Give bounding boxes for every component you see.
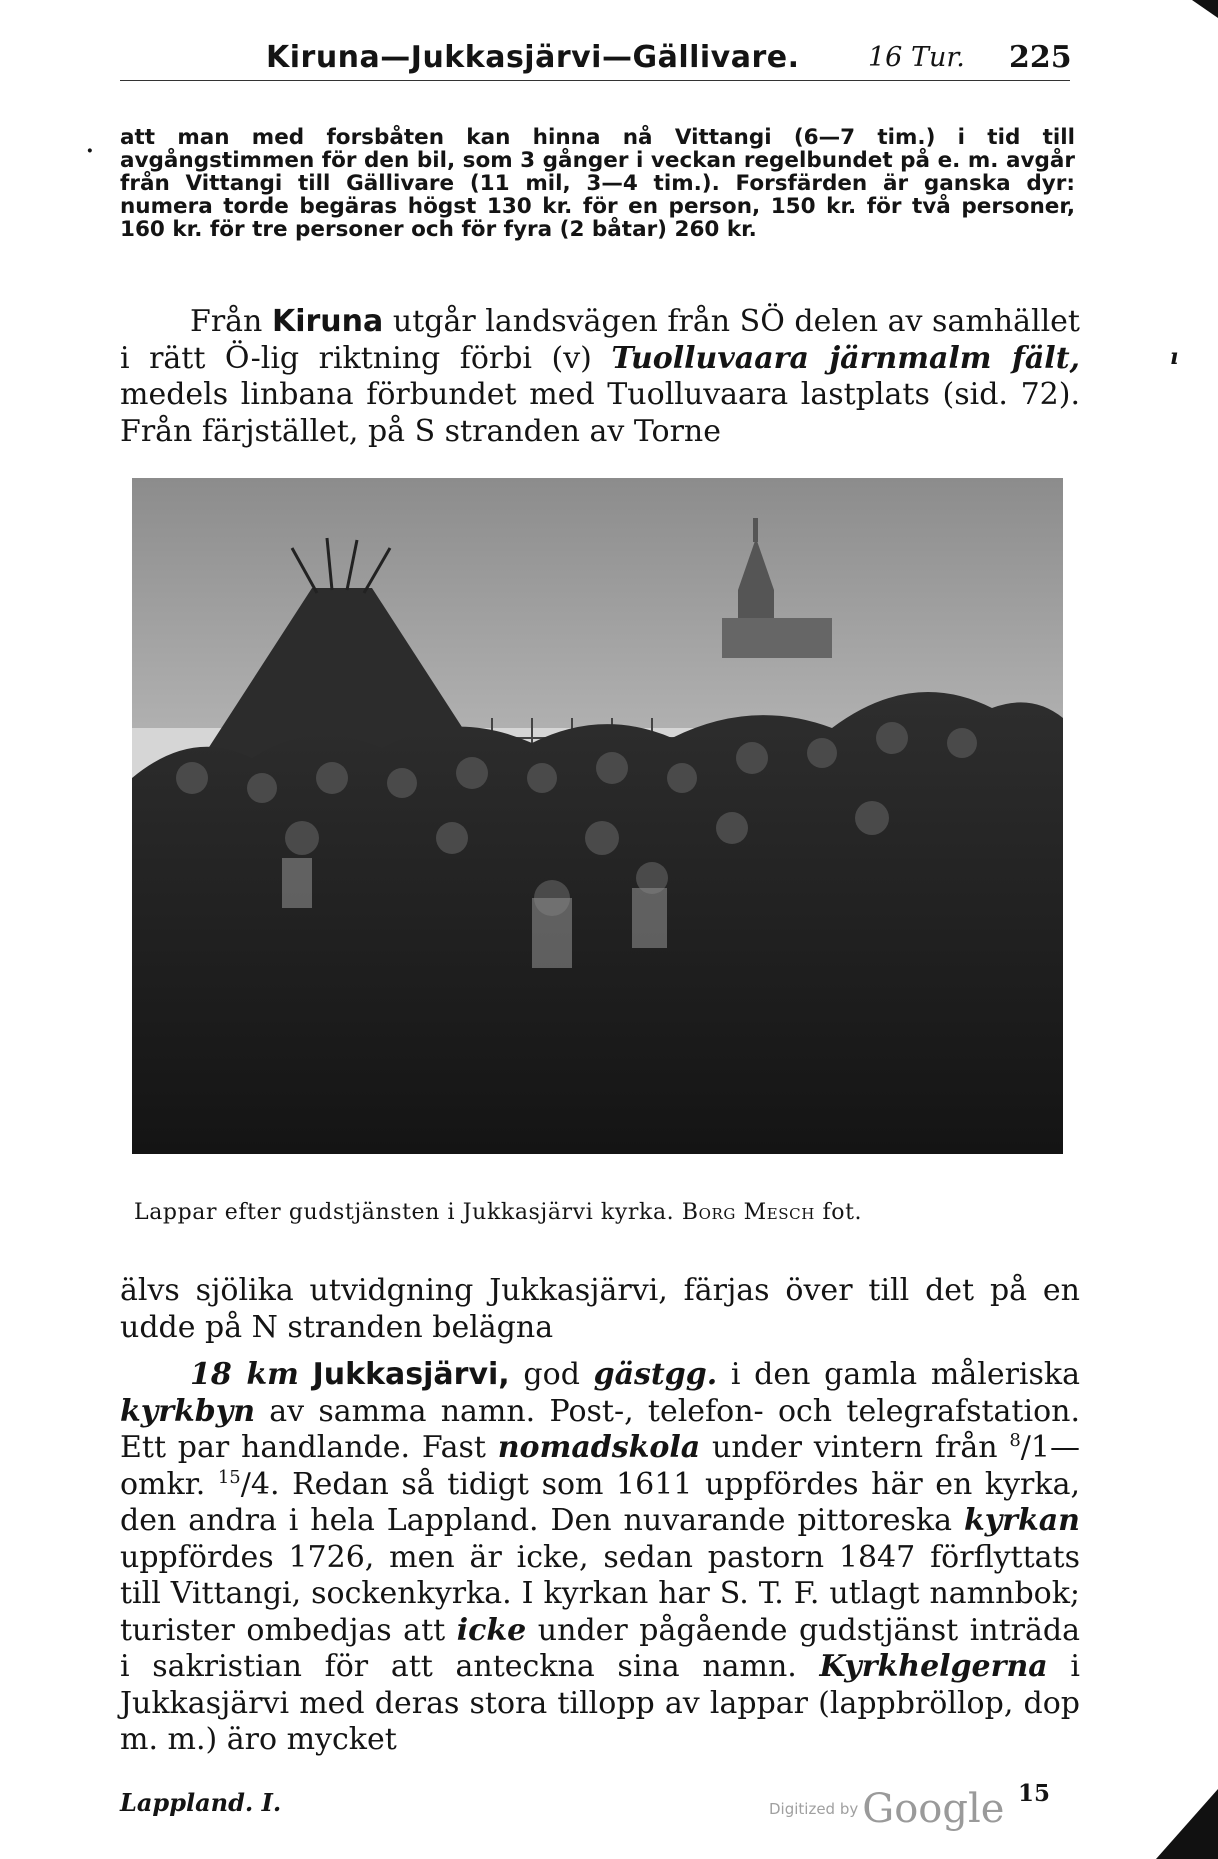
place-tuolluvaara: Tuolluvaara järnmalm fält, <box>611 340 1080 376</box>
footer-signature: Lappland. I. <box>120 1788 282 1817</box>
photo-credit: Borg Mesch <box>681 1200 815 1225</box>
scan-corner-top <box>1192 0 1218 18</box>
paragraph-ferry: älvs sjölika utvidgning Jukkasjärvi, färjas över till det på en udde på N stranden belägna <box>120 1273 1080 1345</box>
page-number: 225 <box>1009 40 1072 75</box>
page-header <box>120 36 1070 81</box>
photograph-sami-after-service <box>132 478 1063 1154</box>
scan-corner-bottom <box>1156 1789 1218 1859</box>
place-kiruna: Kiruna <box>271 304 384 339</box>
place-jukkasjarvi: Jukkasjärvi, <box>312 1357 510 1392</box>
tour-label: 16 Tur. <box>868 42 965 73</box>
margin-bullet: · <box>86 138 94 164</box>
paragraph-kiruna-road: Från Kiruna utgår landsvägen från SÖ delen av samhället i rätt Ö-lig riktning förbi (v) Tuolluvaara järnmalm fält, medels linbana förbundet med Tuolluvaara lastplats (sid. 72). Från färjstället, på S stranden av Torne <box>120 304 1080 449</box>
digitized-watermark: Digitized by Google <box>769 1786 1005 1832</box>
small-print-paragraph: att man med forsbåten kan hinna nå Vittangi (6—7 tim.) i tid till avgångstimmen för den bil, som 3 gånger i veckan regelbundet på e. m. avgår från Vittangi till Gällivare (11 mil, 3—4 tim.). Forsfärden är ganska dyr: numera torde begäras högst 130 kr. för en person, 150 kr. för två personer, 160 kr. för tre personer och för fyra (2 båtar) 260 kr. <box>120 125 1075 242</box>
paragraph-jukkasjarvi: 18 km Jukkasjärvi, god gästgg. i den gamla måleriska kyrkbyn av samma namn. Post-, telefon- och telegrafstation. Ett par handlande. Fast nomadskola under vintern från $^8$/1—omkr. $^{15}$/4. Redan så tidigt som 1611 uppfördes här en kyrka, den andra i hela Lappland. Den nuvarande pittoreska kyrkan uppfördes 1726, men är icke, sedan pastorn 1847 förflyttats till Vittangi, sockenkyrka. I kyrkan har S. T. F. utlagt namnbok; turister ombedjas att icke under pågående gudstjänst inträda i sakristian för att anteckna sina namn. Kyrkhelgerna i Jukkasjärvi med deras stora tillopp av lappar (lappbröllop, dop m. m.) äro mycket <box>120 1357 1080 1757</box>
margin-mark: ı <box>1170 344 1179 370</box>
running-title: Kiruna—Jukkasjärvi—Gällivare. <box>266 40 800 75</box>
signature-number: 15 <box>1018 1780 1051 1807</box>
photo-caption: Lappar efter gudstjänsten i Jukkasjärvi kyrka. Borg Mesch fot. <box>134 1200 863 1225</box>
